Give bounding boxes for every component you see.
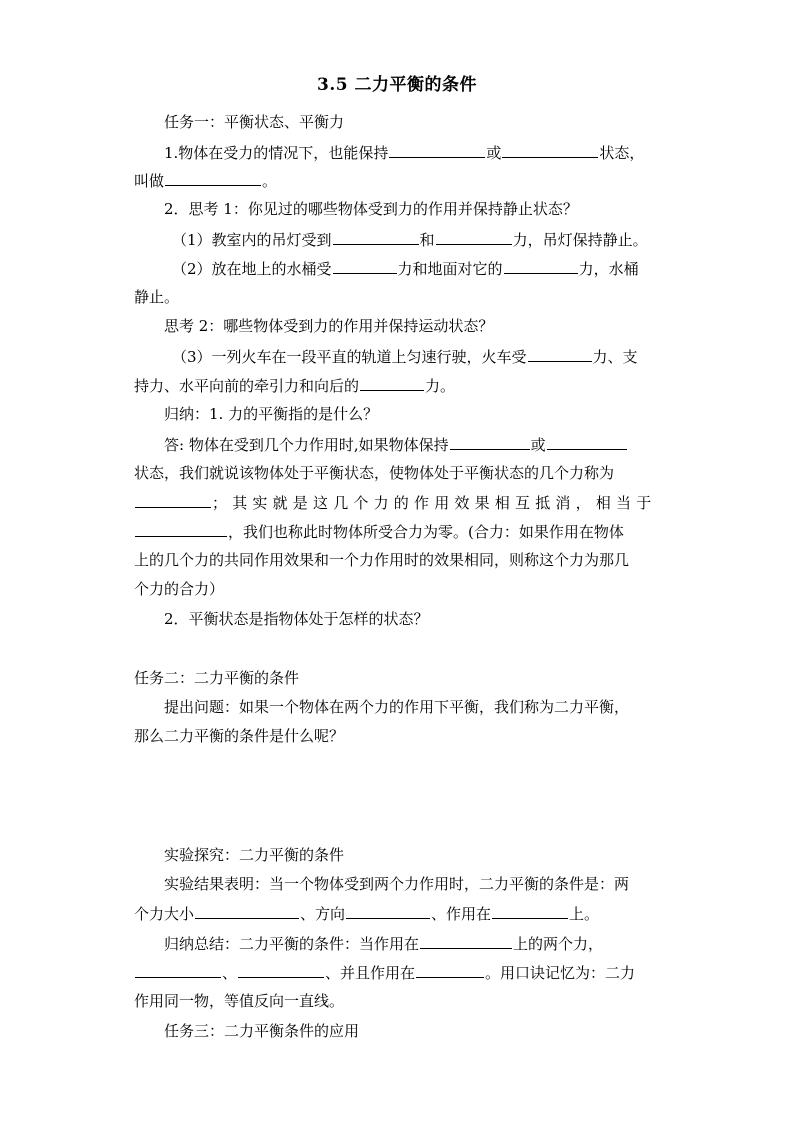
task1-q2-1: （1）教室内的吊灯受到 和 力，吊灯保持静止。 bbox=[172, 231, 648, 249]
blank[interactable] bbox=[135, 492, 211, 508]
blank[interactable] bbox=[436, 229, 512, 245]
task1-q3-line1: （3）一列火车在一段平直的轨道上匀速行驶，火车受 力、支 bbox=[172, 348, 638, 366]
blank[interactable] bbox=[504, 258, 578, 274]
blank[interactable] bbox=[165, 170, 261, 186]
task2-question-line2: 那么二力平衡的条件是什么呢？ bbox=[134, 727, 345, 745]
task2-conclusion-line1: 归纳总结：二力平衡的条件：当作用在 上的两个力， bbox=[164, 935, 604, 953]
task2-question-line1: 提出问题：如果一个物体在两个力的作用下平衡，我们称为二力平衡， bbox=[164, 698, 630, 716]
task1-q3-line2: 持力、水平向前的牵引力和向后的 力。 bbox=[134, 377, 456, 395]
answer-line1: 答: 物体在受到几个力作用时,如果物体保持 或 bbox=[164, 434, 662, 455]
blank[interactable] bbox=[502, 142, 598, 158]
blank[interactable] bbox=[333, 258, 397, 274]
page-title: 3.5 二力平衡的条件 bbox=[317, 75, 477, 95]
blank[interactable] bbox=[389, 142, 485, 158]
task2-heading: 任务二：二力平衡的条件 bbox=[134, 669, 300, 687]
blank[interactable] bbox=[195, 903, 299, 919]
blank[interactable] bbox=[346, 903, 430, 919]
task1-q2: 2．思考 1：你见过的哪些物体受到力的作用并保持静止状态？ bbox=[164, 200, 578, 218]
answer-line5: 上的几个力的共同作用效果和一个力作用时的效果相同，则称这个力为那几 bbox=[134, 551, 630, 569]
blank[interactable] bbox=[135, 962, 221, 978]
blank[interactable] bbox=[492, 903, 568, 919]
blank[interactable] bbox=[333, 229, 419, 245]
blank[interactable] bbox=[450, 434, 530, 450]
task1-summary1: 归纳：1. 力的平衡指的是什么？ bbox=[164, 405, 379, 423]
blank[interactable] bbox=[420, 933, 512, 949]
answer-line6: 个力的合力） bbox=[134, 580, 225, 598]
blank[interactable] bbox=[360, 375, 424, 391]
blank[interactable] bbox=[238, 962, 324, 978]
task2-experiment: 实验探究：二力平衡的条件 bbox=[164, 846, 345, 864]
task1-q1-line1: 1.物体在受力的情况下，也能保持 或 状态， bbox=[164, 144, 645, 162]
task1-heading: 任务一：平衡状态、平衡力 bbox=[164, 113, 345, 131]
answer-line4: ，我们也称此时物体所受合力为零。(合力：如果作用在物体 bbox=[134, 521, 662, 542]
task1-q1-line2: 叫做 。 bbox=[134, 172, 278, 190]
blank[interactable] bbox=[135, 521, 227, 537]
answer-line2: 状态，我们就说该物体处于平衡状态，使物体处于平衡状态的几个力称为 bbox=[134, 464, 615, 482]
answer-line3: ；其实就是这几个力的作用效果相互抵消，相当于 bbox=[134, 492, 662, 513]
task2-conclusion-line3: 作用同一物，等值反向一直线。 bbox=[134, 992, 345, 1010]
blank[interactable] bbox=[416, 962, 484, 978]
task2-result-line2: 个力大小 、方向 、作用在 上。 bbox=[134, 905, 600, 923]
task1-summary2: 2．平衡状态是指物体处于怎样的状态？ bbox=[164, 610, 429, 628]
blank[interactable] bbox=[528, 346, 592, 362]
task1-think2: 思考 2：哪些物体受到力的作用并保持运动状态？ bbox=[164, 317, 494, 335]
task1-q2-2-line1: （2）放在地上的水桶受 力和地面对它的 力，水桶 bbox=[172, 260, 639, 278]
blank[interactable] bbox=[547, 434, 627, 450]
task3-heading: 任务三：二力平衡条件的应用 bbox=[164, 1022, 360, 1040]
task2-conclusion-line2: 、 、并且作用在 。用口诀记忆为：二力 bbox=[134, 962, 662, 983]
task2-result-line1: 实验结果表明：当一个物体受到两个力作用时，二力平衡的条件是：两 bbox=[164, 875, 630, 893]
task1-q2-2-line2: 静止。 bbox=[134, 288, 180, 306]
